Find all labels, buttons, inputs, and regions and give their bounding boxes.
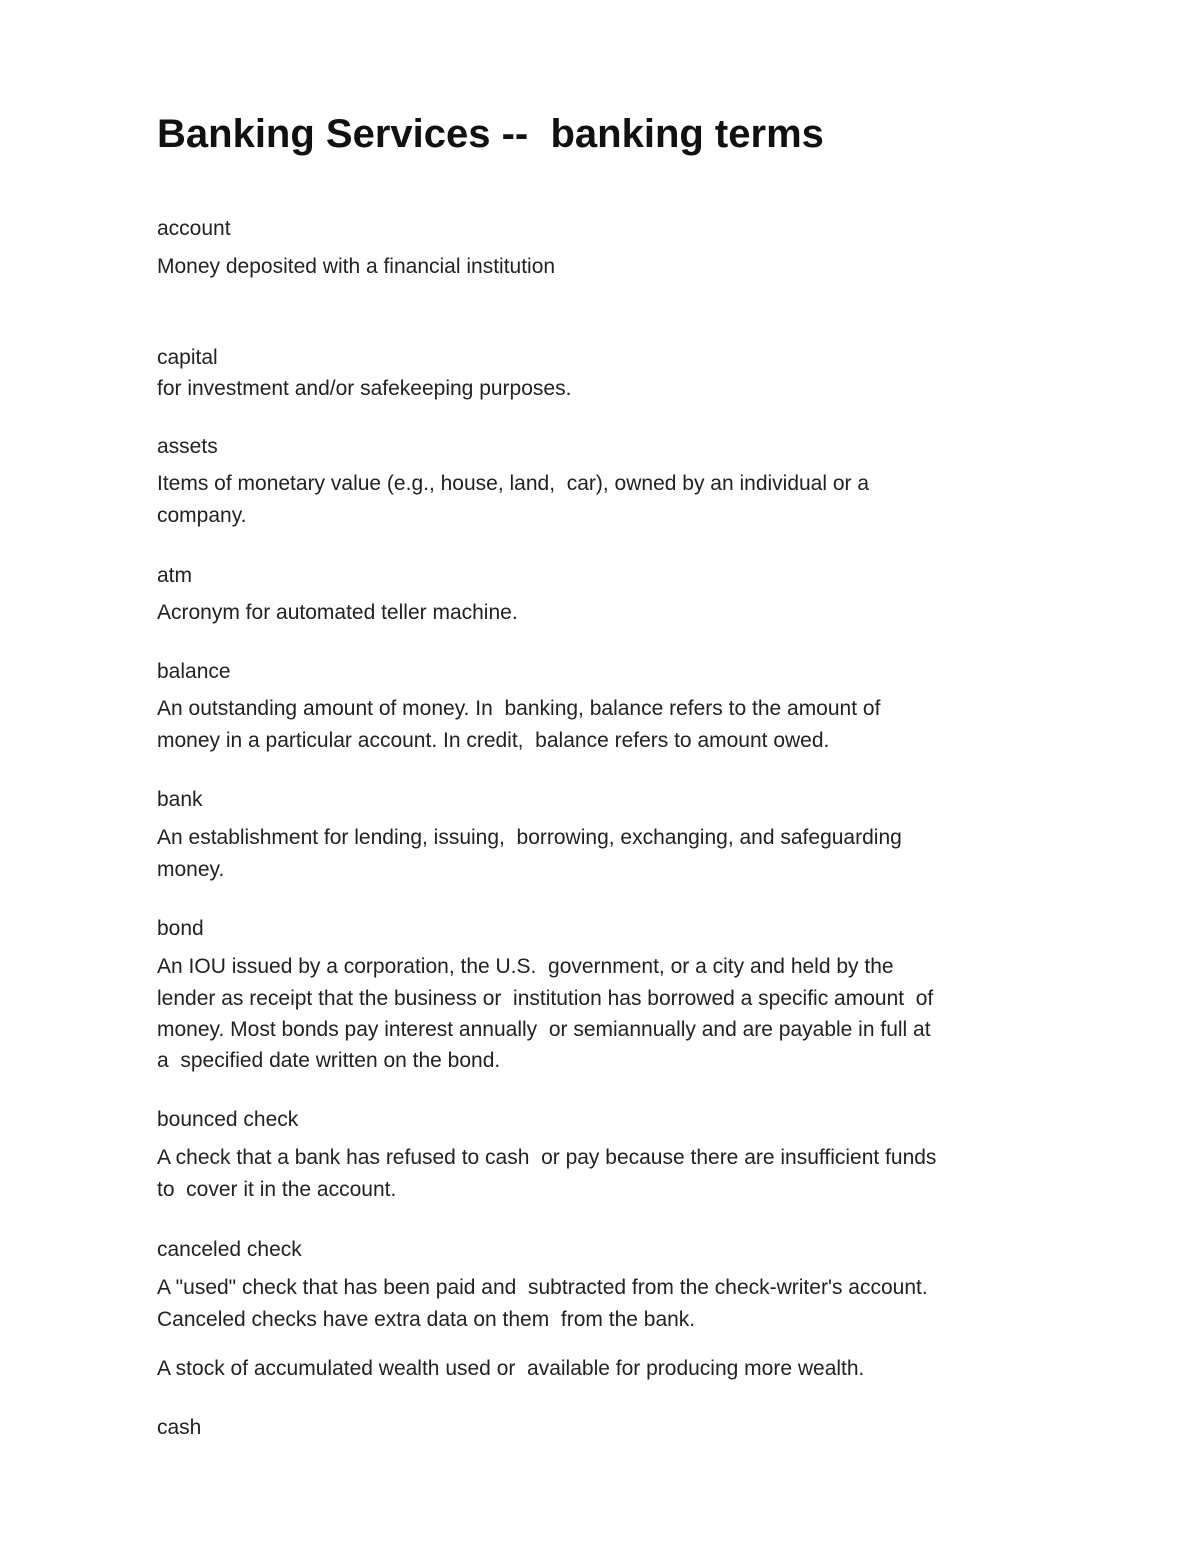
definition-assets-line-2: company. <box>157 504 247 527</box>
page-title: Banking Services -- banking terms <box>157 112 824 156</box>
definition-bond-line-2: lender as receipt that the business or institution has borrowed a specific amount of <box>157 987 934 1010</box>
term-cash: cash <box>157 1416 202 1439</box>
term-balance: balance <box>157 660 231 683</box>
definition-bounced-check-line-2: to cover it in the account. <box>157 1178 397 1201</box>
definition-canceled-check-line-1: A "used" check that has been paid and subtracted from the check-writer's account. <box>157 1276 928 1299</box>
definition-balance-line-2: money in a particular account. In credit, balance refers to amount owed. <box>157 729 830 752</box>
term-bank: bank <box>157 788 203 811</box>
term-atm: atm <box>157 564 193 587</box>
definition-account: Money deposited with a financial institution <box>157 255 556 278</box>
definition-bank-line-1: An establishment for lending, issuing, borrowing, exchanging, and safeguarding <box>157 826 902 849</box>
definition-bounced-check-line-1: A check that a bank has refused to cash or pay because there are insufficient funds <box>157 1146 937 1169</box>
definition-capital: A stock of accumulated wealth used or available for producing more wealth. <box>157 1357 865 1380</box>
definition-atm: Acronym for automated teller machine. <box>157 601 518 624</box>
definition-balance-line-1: An outstanding amount of money. In banking, balance refers to the amount of <box>157 697 881 720</box>
term-bond: bond <box>157 917 204 940</box>
term-capital: capital <box>157 346 218 369</box>
definition-assets-line-1: Items of monetary value (e.g., house, land, car), owned by an individual or a <box>157 472 870 495</box>
definition-bank-line-2: money. <box>157 858 225 881</box>
term-bounced-check: bounced check <box>157 1108 299 1131</box>
definition-bond-line-3: money. Most bonds pay interest annually or semiannually and are payable in full at <box>157 1018 931 1041</box>
definition-canceled-check-line-2: Canceled checks have extra data on them from the bank. <box>157 1308 696 1331</box>
term-account: account <box>157 217 231 240</box>
definition-bond-line-1: An IOU issued by a corporation, the U.S. government, or a city and held by the <box>157 955 894 978</box>
definition-bond-line-4: a specified date written on the bond. <box>157 1049 501 1072</box>
term-assets: assets <box>157 435 218 458</box>
term-canceled-check: canceled check <box>157 1238 302 1261</box>
definition-capital-continued: for investment and/or safekeeping purposes. <box>157 377 572 400</box>
